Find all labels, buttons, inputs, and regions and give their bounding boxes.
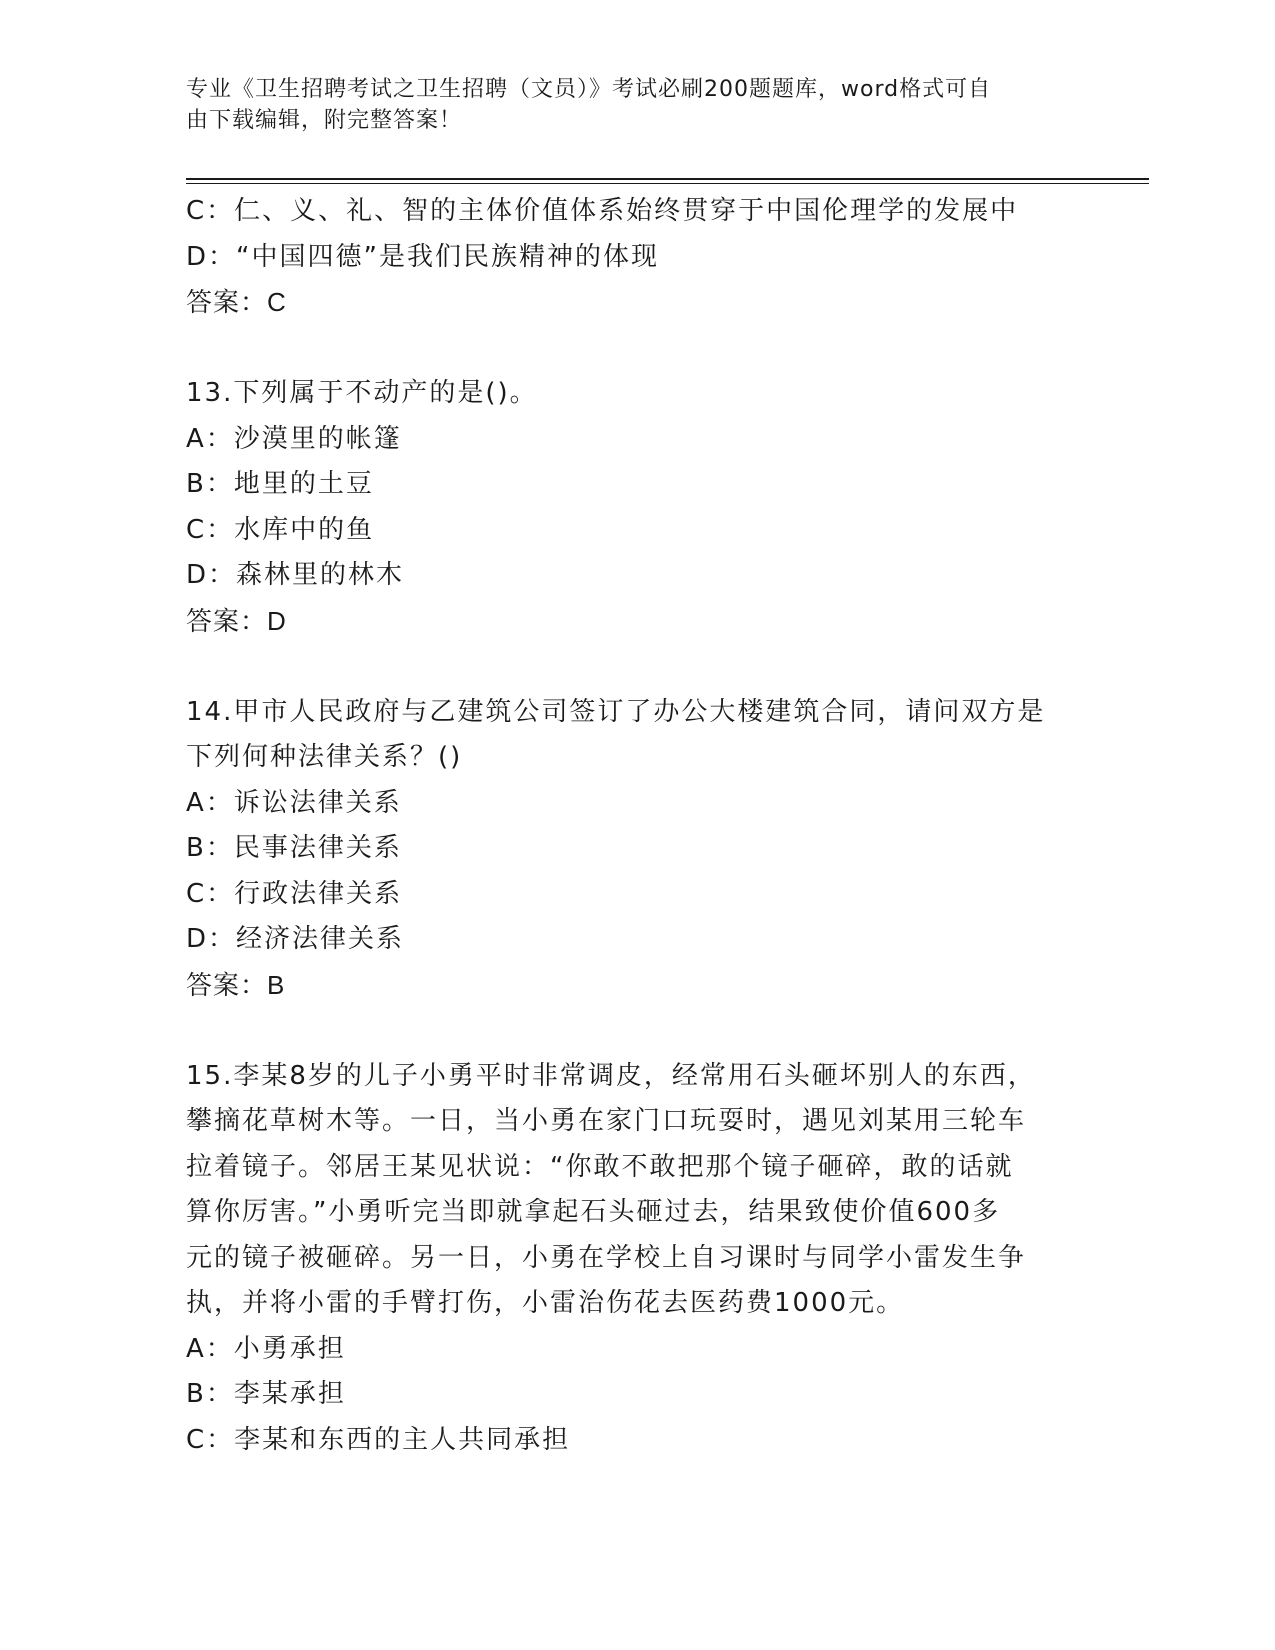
option-c: C：行政法律关系	[186, 878, 403, 909]
question-stem-line: 执，并将小雷的手臂打伤，小雷治伤花去医药费1000元。	[186, 1288, 905, 1318]
option-d: D：经济法律关系	[186, 924, 405, 954]
question-13	[186, 371, 1086, 644]
option-d: D：森林里的林木	[186, 560, 405, 590]
option-c: C：仁、义、礼、智的主体价值体系始终贯穿于中国伦理学的发展中	[186, 196, 1019, 226]
question-content	[186, 189, 1086, 1463]
spacer	[186, 326, 1086, 372]
answer-line: 答案：B	[186, 969, 286, 1000]
header-line-2: 由下载编辑，附完整答案！	[186, 108, 463, 133]
answer-line: 答案：D	[186, 605, 287, 636]
option-d: D：“中国四德”是我们民族精神的体现	[186, 241, 659, 272]
question-stem-line: 拉着镜子。邻居王某见状说：“你敢不敢把那个镜子砸碎，敢的话就	[186, 1151, 1014, 1182]
question-stem: 13.下列属于不动产的是()。	[186, 378, 538, 408]
option-b: B：民事法律关系	[186, 833, 402, 863]
option-c: C：水库中的鱼	[186, 514, 375, 545]
option-a: A：诉讼法律关系	[186, 787, 402, 818]
header-line-1: 专业《卫生招聘考试之卫生招聘（文员）》考试必刷200题题库，word格式可自	[186, 77, 992, 102]
question-14	[186, 690, 1086, 1009]
question-stem-line: 元的镜子被砸碎。另一日，小勇在学校上自习课时与同学小雷发生争	[186, 1242, 1027, 1273]
question-stem-line: 14.甲市人民政府与乙建筑公司签订了办公大楼建筑合同，请问双方是	[186, 696, 1046, 727]
spacer	[186, 1008, 1086, 1054]
spacer	[186, 644, 1086, 690]
question-stem-line: 攀摘花草树木等。一日，当小勇在家门口玩耍时，遇见刘某用三轮车	[186, 1106, 1027, 1136]
question-stem-line: 下列何种法律关系？()	[186, 742, 463, 772]
option-a: A：沙漠里的帐篷	[186, 423, 402, 454]
question-stem-line: 算你厉害。”小勇听完当即就拿起石头砸过去，结果致使价值600多	[186, 1197, 1001, 1227]
option-c: C：李某和东西的主人共同承担	[186, 1424, 571, 1455]
option-b: B：地里的土豆	[186, 469, 374, 499]
question-15	[186, 1054, 1086, 1464]
answer-line: 答案：C	[186, 287, 287, 317]
question-stem-line: 15.李某8岁的儿子小勇平时非常调皮，经常用石头砸坏别人的东西，	[186, 1060, 1036, 1091]
option-a: A：小勇承担	[186, 1333, 346, 1364]
header-divider-thick	[186, 178, 1149, 180]
header-divider-thin	[186, 183, 1149, 184]
document-header	[186, 74, 1066, 136]
option-b: B：李某承担	[186, 1379, 346, 1409]
